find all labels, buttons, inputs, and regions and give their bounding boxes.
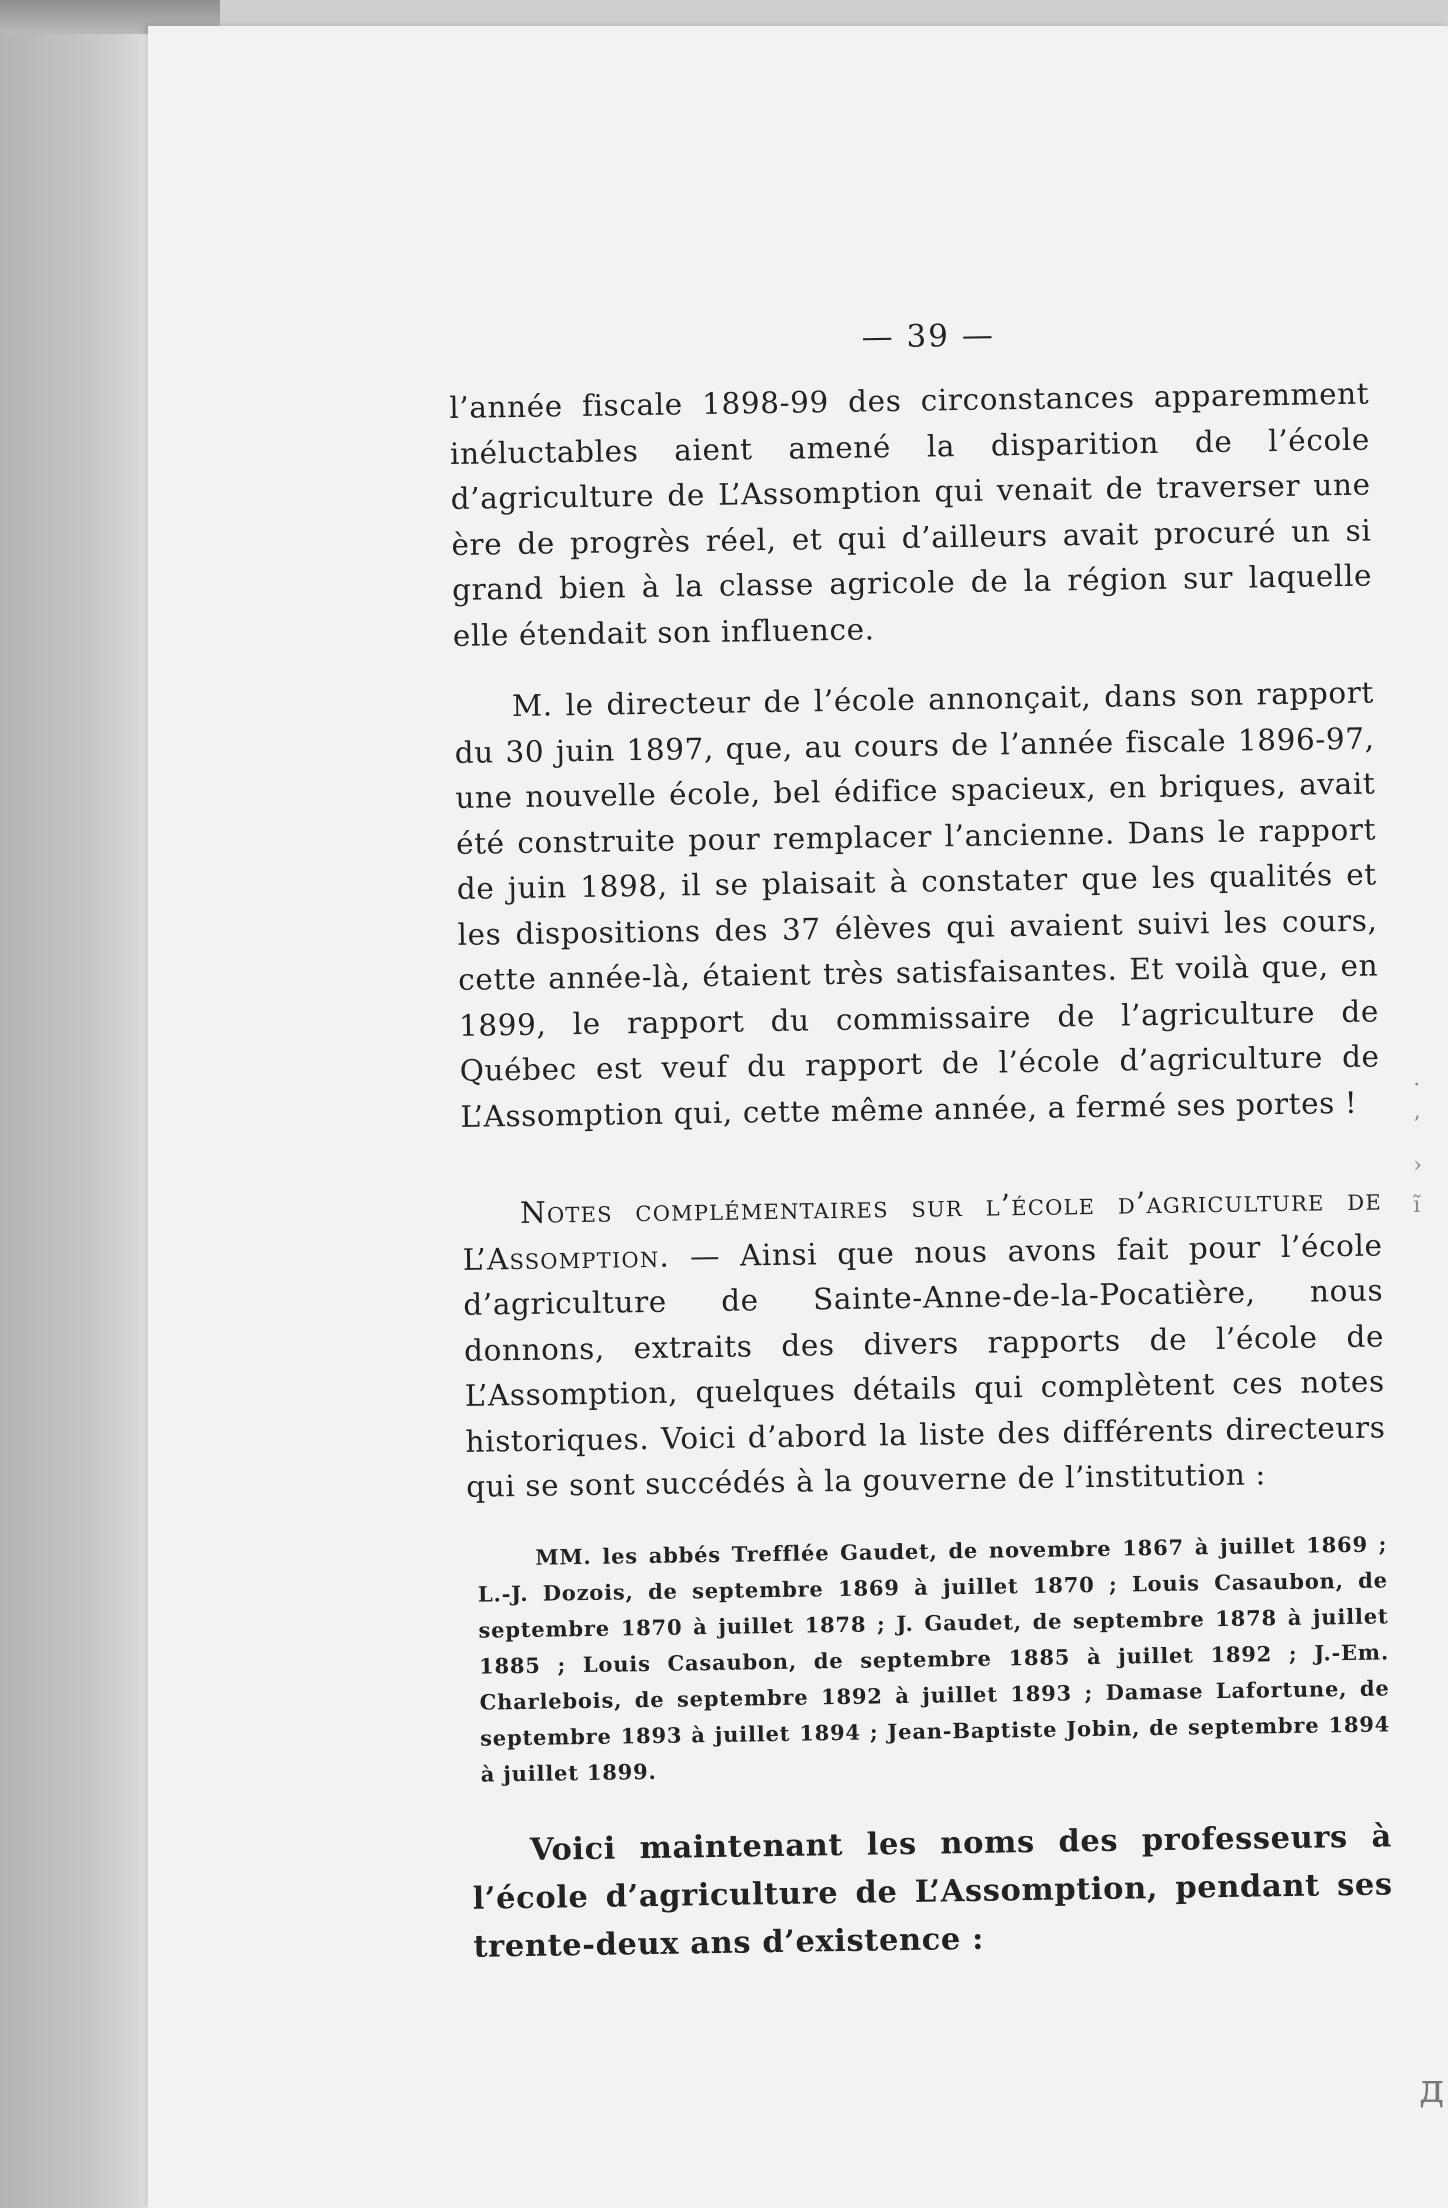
section-heading: Notes complémentaires sur l’école d’agriculture de L’Assomption. (462, 1182, 1383, 1277)
book-page (148, 26, 1448, 2208)
page-number: — 39 — (861, 317, 996, 356)
margin-marks (1413, 1066, 1422, 1226)
book-binding (0, 0, 150, 2208)
directors-list: MM. les abbés Trefflée Gaudet, de novembre 1867 à juillet 1869 ; L.-J. Dozois, de septembre 1869 à juillet 1870 ; Louis Casaubon, de septembre 1870 à juillet 1878 ; J. Gaudet, de septembre 1878 à juillet 1885 ; Louis Casaubon, de septembre 1885 à juillet 1892 ; J.-Em. Charlebois, de septembre 1892 à juillet 1893 ; Damase Lafortune, de septembre 1893 à juillet 1894 ; Jean-Baptiste Jobin, de septembre 1894 à juillet 1899. (477, 1530, 1391, 1787)
paragraph-2: M. le directeur de l’école annonçait, dans son rapport du 30 juin 1897, que, au cours de l’année fiscale 1896-97, une nouvelle école, bel édifice spacieux, en briques, avait été construite pour remplacer l’ancienne. Dans le rapport de juin 1898, il se plaisait à constater que les qualités et les dispositions des 37 élèves qui avaient suivi les cours, cette année-là, étaient très satisfaisantes. Et voilà que, en 1899, le rapport du commissaire de l’agriculture de Québec est veuf du rapport de l’école d’agriculture de L’Assomption qui, cette même année, a fermé ses portes ! (454, 675, 1380, 1134)
margin-mark: ’ (1413, 1113, 1421, 1138)
margin-mark: ĩ (1413, 1193, 1421, 1218)
paragraph-3-body: — Ainsi que nous avons fait pour l’école d’agriculture de Sainte-Anne-de-la-Pocatière, nous donnons, extraits des divers rapports de l’école de L’Assomption, quelques détails qui complètent ces notes historiques. Voici d’abord la liste des différents directeurs qui se sont succédés à la gouverne de l’institution : (463, 1227, 1386, 1504)
paragraph-3 (462, 1177, 1387, 1510)
margin-mark: · (1413, 1073, 1421, 1098)
page-text (448, 312, 1394, 1971)
paragraph-5: Voici maintenant les noms des professeurs à l’école d’agriculture de L’Assomption, pendant ses trente-deux ans d’existence : (472, 1817, 1393, 1965)
margin-mark: › (1413, 1153, 1422, 1178)
edge-glyph: д (1419, 2066, 1444, 2112)
paragraph-1: l’année fiscale 1898-99 des circonstances apparemment inéluctables aient amené la disparition de l’école d’agriculture de L’Assomption qui venait de traverser une ère de progrès réel, et qui d’ailleurs avait procuré un si grand bien à la classe agricole de la région sur laquelle elle étendait son influence. (449, 376, 1373, 653)
